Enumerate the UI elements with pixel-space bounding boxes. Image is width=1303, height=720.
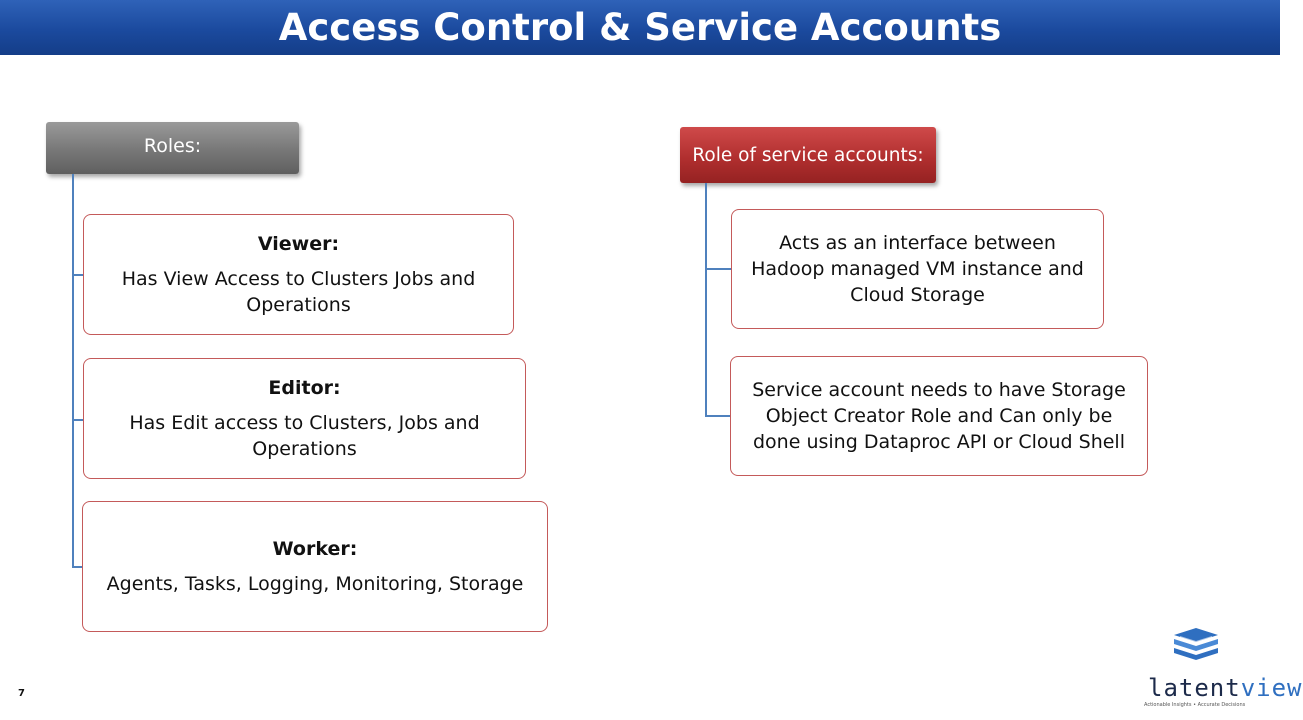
- logo-tagline: Actionable Insights • Accurate Decisions: [1144, 702, 1246, 708]
- role-card-viewer: [83, 214, 514, 335]
- service-card-interface: [731, 209, 1104, 329]
- service-description: Service account needs to have Storage Object Creator Role and Can only be done using Dataproc API or Cloud Shell: [752, 379, 1126, 453]
- service-connector-storage: [705, 415, 730, 417]
- role-card-worker: [82, 501, 548, 632]
- latentview-logo: [1140, 622, 1303, 714]
- service-card-storage-role: [730, 356, 1148, 476]
- slide-title: Access Control & Service Accounts: [278, 6, 1002, 49]
- service-accounts-header: [680, 127, 936, 183]
- roles-header-label: Roles:: [143, 135, 202, 157]
- stacked-layers-icon: [1140, 622, 1260, 672]
- service-description: Acts as an interface between Hadoop managed VM instance and Cloud Storage: [751, 232, 1084, 306]
- role-description: Has View Access to Clusters Jobs and Operations: [121, 268, 476, 316]
- logo-wordmark: latentview: [1148, 674, 1303, 702]
- service-accounts-header-label: Role of service accounts:: [692, 144, 924, 166]
- role-description: Agents, Tasks, Logging, Monitoring, Storage: [106, 573, 524, 595]
- title-bar: [0, 0, 1280, 55]
- service-connector-interface: [705, 268, 731, 270]
- role-card-editor: [83, 358, 526, 479]
- role-title: Worker:: [272, 538, 358, 560]
- page-number: 7: [18, 688, 25, 699]
- role-title: Editor:: [268, 377, 341, 399]
- roles-header: [46, 122, 299, 174]
- role-description: Has Edit access to Clusters, Jobs and Operations: [129, 412, 480, 460]
- service-connector-vertical: [705, 183, 707, 416]
- roles-connector-vertical: [72, 174, 74, 567]
- role-title: Viewer:: [257, 233, 340, 255]
